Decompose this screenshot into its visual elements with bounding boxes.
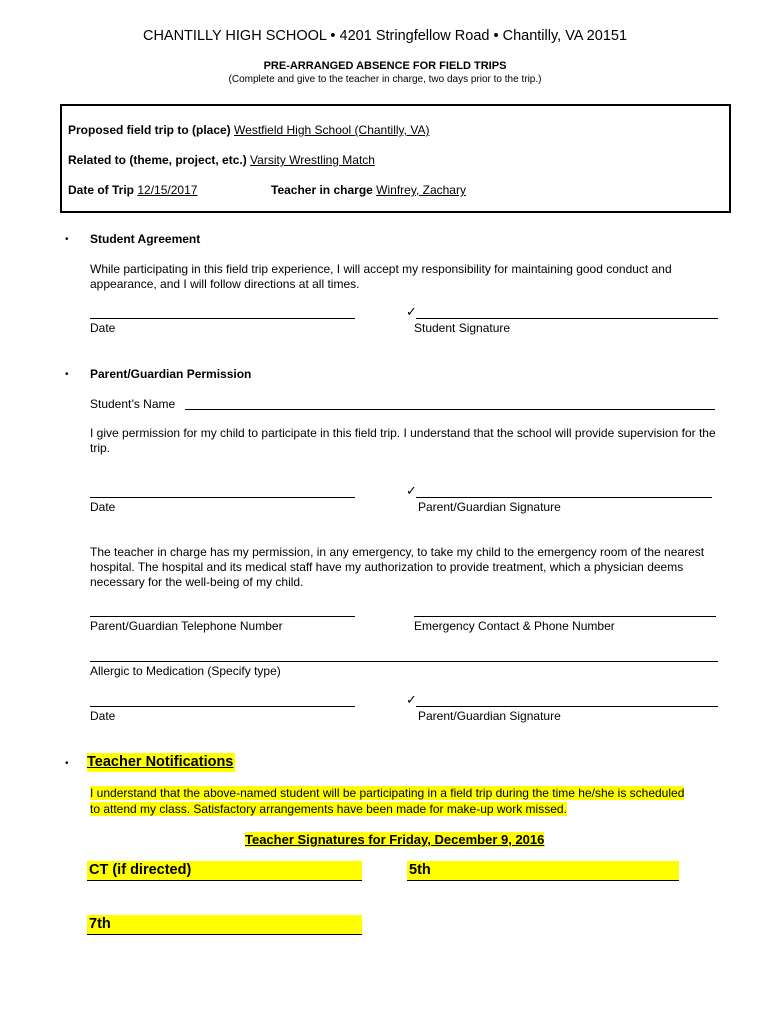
teacher-notifications-text-line2: to attend my class. Satisfactory arrangements have been made for make-up work missed. (90, 802, 567, 816)
place-value[interactable]: Westfield High School (Chantilly, VA) (234, 123, 430, 137)
signature-line (407, 880, 679, 881)
form-subtitle: (Complete and give to the teacher in charge, two days prior to the trip.) (228, 74, 542, 85)
teacher-notifications-heading: Teacher Notifications (87, 754, 234, 770)
check-icon: ✓ (406, 692, 417, 707)
emergency-contact-line[interactable] (414, 616, 716, 617)
parent-signature-label: Parent/Guardian Signature (418, 500, 561, 514)
student-name-line[interactable] (185, 409, 715, 410)
signature-slot-5th[interactable] (407, 861, 679, 881)
place-label: Proposed field trip to (place) (68, 123, 231, 137)
date-row (68, 183, 197, 197)
teacher-signatures-heading: Teacher Signatures for Friday, December 9, 2016 (245, 832, 545, 847)
trip-date-value[interactable]: 12/15/2017 (137, 183, 198, 197)
student-agreement-text: While participating in this field trip experience, I will accept my responsibility for maintaining good conduct and appearance, and I will follow directions at all times. (90, 262, 672, 291)
bullet-icon: • (65, 369, 69, 380)
emergency-contact-label: Emergency Contact & Phone Number (414, 619, 615, 633)
place-row (68, 123, 429, 137)
form-title: PRE-ARRANGED ABSENCE FOR FIELD TRIPS (263, 60, 507, 72)
date-label: Date (90, 709, 116, 723)
slot-7th-label: 7th (89, 916, 111, 932)
trip-date-label: Date of Trip (68, 183, 135, 197)
student-signature-line[interactable] (416, 318, 718, 319)
related-label: Related to (theme, project, etc.) (68, 153, 247, 167)
date-line[interactable] (90, 318, 355, 319)
date-label: Date (90, 500, 116, 514)
bullet-icon: • (65, 234, 69, 245)
phone-label: Parent/Guardian Telephone Number (90, 619, 283, 633)
student-signature-label: Student Signature (414, 321, 511, 335)
emergency-text: The teacher in charge has my permission, in any emergency, to take my child to the emergency room of the nearest hospital. The hospital and its medical staff have my authorization to provide treatment, which a physician deems necessary for the well-being of my child. (90, 545, 705, 589)
phone-line[interactable] (90, 616, 355, 617)
parent-signature-line[interactable] (416, 706, 718, 707)
allergy-line[interactable] (90, 661, 718, 662)
school-header: CHANTILLY HIGH SCHOOL • 4201 Stringfellow Road • Chantilly, VA 20151 (142, 28, 628, 44)
student-name-label: Student’s Name (90, 397, 176, 411)
related-row (68, 153, 375, 167)
bullet-icon: • (65, 758, 69, 769)
check-icon: ✓ (406, 483, 417, 498)
slot-5th-label: 5th (409, 862, 431, 878)
signature-line (87, 934, 362, 935)
related-value[interactable]: Varsity Wrestling Match (250, 153, 375, 167)
check-icon: ✓ (406, 304, 417, 319)
slot-ct-label: CT (if directed) (89, 862, 192, 878)
permission-text: I give permission for my child to participate in this field trip. I understand that the school will provide supervision for the trip. (90, 426, 716, 455)
parent-permission-heading: Parent/Guardian Permission (90, 367, 252, 381)
date-line[interactable] (90, 706, 355, 707)
teacher-value[interactable]: Winfrey, Zachary (376, 183, 466, 197)
parent-signature-line[interactable] (416, 497, 712, 498)
student-agreement-heading: Student Agreement (90, 232, 201, 246)
date-line[interactable] (90, 497, 355, 498)
allergy-label: Allergic to Medication (Specify type) (90, 664, 281, 678)
parent-signature-label: Parent/Guardian Signature (418, 709, 561, 723)
teacher-label: Teacher in charge (271, 183, 373, 197)
teacher-notifications-text-line1: I understand that the above-named student will be participating in a field trip during the time he/she is scheduled (90, 786, 685, 800)
signature-slot-7th[interactable] (87, 915, 362, 935)
date-label: Date (90, 321, 116, 335)
teacher-row (271, 183, 466, 197)
signature-line (87, 880, 362, 881)
